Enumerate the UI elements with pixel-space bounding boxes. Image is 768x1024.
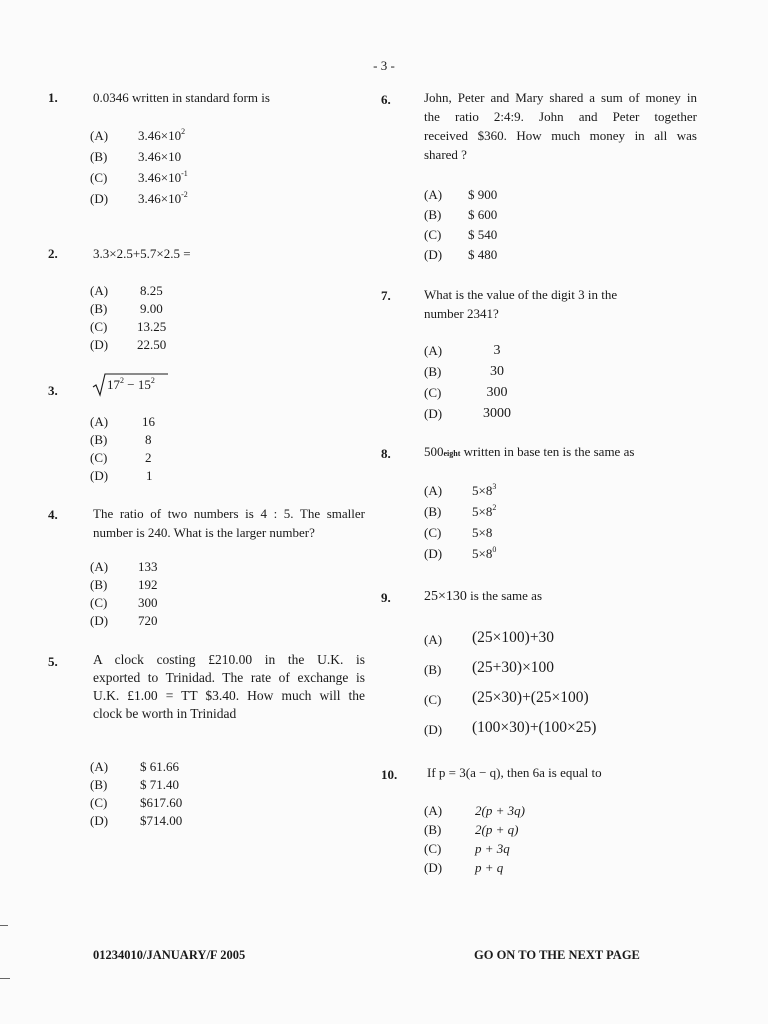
option: (B) 30 (424, 364, 504, 379)
option: (B) (25+30)×100 (424, 659, 555, 677)
question-number: 1. (48, 90, 58, 105)
option: (A) 133 (90, 559, 158, 574)
option: (D) $714.00 (90, 813, 183, 828)
option: (A) (25×100)+30 (424, 629, 555, 647)
option: (A) 3 (424, 343, 501, 358)
option: (C) 300 (90, 595, 158, 610)
next-page-note: GO ON TO THE NEXT PAGE (474, 948, 640, 962)
exam-code: 01234010/JANUARY/F 2005 (93, 948, 246, 962)
option: (C) (25×30)+(25×100) (424, 689, 589, 707)
option: (D) $3.46\times 10^{-2}$ (90, 189, 188, 206)
options (424, 186, 584, 266)
options (90, 558, 250, 630)
question-number: 6. (381, 92, 391, 107)
options (90, 127, 250, 211)
question-text: A clock costing £210.00 in the U.K. is exported to Trinidad. The rate of exchange is U.K. £1.00 = TT $3.40. How much will the clock be worth in Trinidad (93, 652, 365, 721)
options (90, 758, 270, 830)
option: (C) 2 (90, 450, 152, 465)
option: (C) p + 3q (424, 841, 510, 856)
options (424, 482, 584, 566)
question-text: John, Peter and Mary shared a sum of money in the ratio 2:4:9. John and Peter together received $360. How much money in all was shared ? (424, 90, 697, 162)
options (90, 282, 250, 354)
question-number: 10. (381, 767, 398, 782)
option: (A) $5\times 8^3$ (424, 481, 497, 498)
option: (C) $3.46\times 10^{-1}$ (90, 168, 188, 185)
option: (C) 13.25 (90, 319, 167, 334)
question-text: 3.3×2.5+5.7×2.5 = (93, 246, 191, 261)
question-text: What is the value of the digit 3 in the number 2341? (424, 287, 618, 321)
option: (B) $ 600 (424, 207, 498, 222)
question-text: 0.0346 written in standard form is (93, 90, 270, 105)
option: (B) $ 71.40 (90, 777, 179, 792)
question-number: 4. (48, 507, 58, 522)
option: (D) (100×30)+(100×25) (424, 719, 597, 737)
question-number: 5. (48, 654, 58, 669)
question-number: 8. (381, 446, 391, 461)
option: (C) 300 (424, 385, 508, 400)
options (90, 413, 250, 485)
question-number: 2. (48, 246, 58, 261)
scan-mark (0, 978, 10, 979)
option: (D) $ 480 (424, 247, 498, 262)
question-number: 9. (381, 590, 391, 605)
options (424, 802, 584, 878)
option: (A) $ 61.66 (90, 759, 179, 774)
option: (A) $ 900 (424, 187, 498, 202)
question-text: 25×130 is the same as (424, 588, 542, 604)
page-number: - 3 - (373, 58, 395, 73)
option: (D) $5\times 8^0$ (424, 544, 497, 561)
option: (B) 2(p + q) (424, 822, 519, 837)
question-number: 7. (381, 288, 391, 303)
question-text: The ratio of two numbers is 4 : 5. The smaller number is 240. What is the larger number? (93, 506, 365, 540)
option: (B) 8 (90, 432, 152, 447)
question-text: 500eight written in base ten is the same as (424, 444, 635, 459)
scan-mark (0, 925, 8, 926)
option: (B) 9.00 (90, 301, 163, 316)
option: (D) p + q (424, 860, 504, 875)
option: (D) 1 (90, 468, 153, 483)
option: (B) $5\times 8^2$ (424, 502, 497, 519)
option: (C) 5×8 (424, 525, 493, 540)
option: (D) 720 (90, 613, 158, 628)
option: (C) $617.60 (90, 795, 183, 810)
option: (C) $ 540 (424, 227, 498, 242)
options (424, 342, 584, 426)
option: (D) 3000 (424, 406, 511, 421)
option: (D) 22.50 (90, 337, 167, 352)
option: (A) 2(p + 3q) (424, 803, 525, 818)
option: (B) 192 (90, 577, 158, 592)
question-text: If p = 3(a − q), then 6a is equal to (427, 765, 602, 780)
options (424, 627, 654, 747)
option: (B) 3.46×10 (90, 149, 182, 164)
option: (A) $3.46\times 10^2$ (90, 126, 186, 143)
option: (A) 8.25 (90, 283, 163, 298)
question-number: 3. (48, 383, 58, 398)
option: (A) 16 (90, 414, 155, 429)
